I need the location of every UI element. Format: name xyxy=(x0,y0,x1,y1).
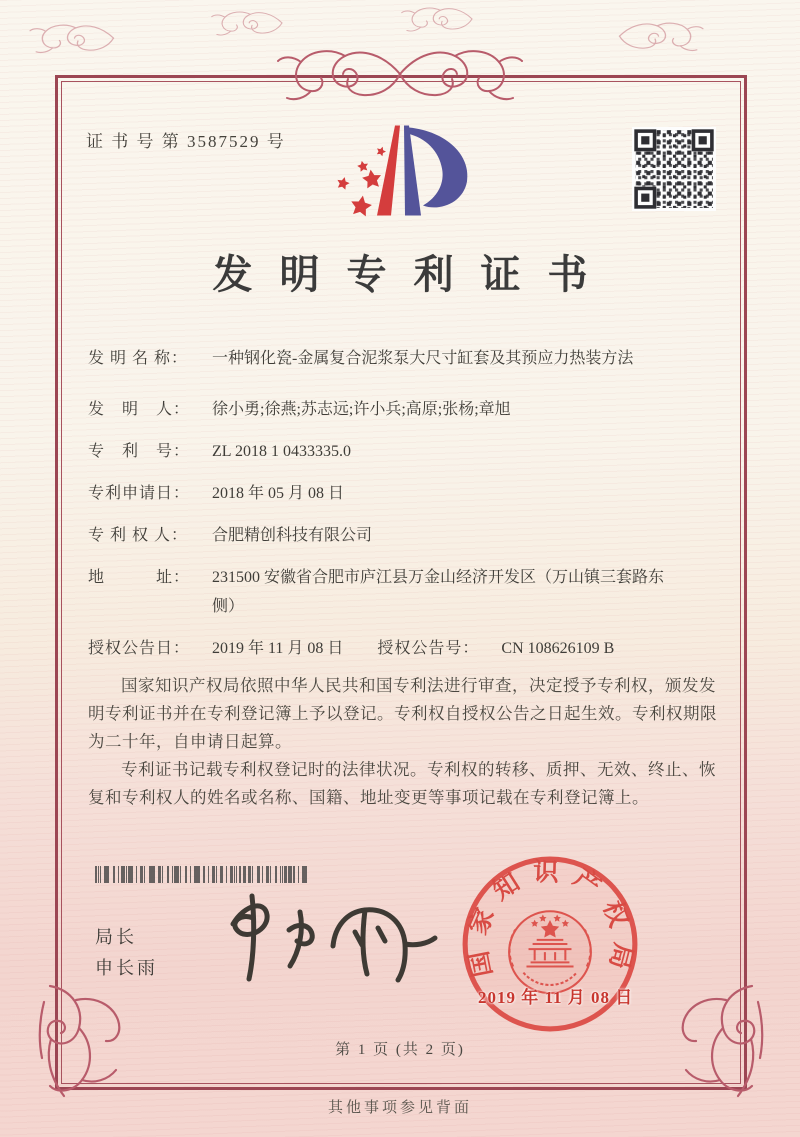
certificate-fields xyxy=(88,344,716,676)
back-side-note: 其他事项参见背面 xyxy=(327,1100,472,1116)
signoff-block xyxy=(95,922,158,984)
seal-date: 2019 年 11 月 08 日 xyxy=(478,988,634,1007)
top-edge-flourish-icon xyxy=(28,20,123,54)
field-patentee xyxy=(88,521,716,550)
field-grant-number xyxy=(377,634,614,663)
field-inventors xyxy=(88,395,716,424)
field-value: 231500 安徽省合肥市庐江县万金山经济开发区（万山镇三套路东侧） xyxy=(212,569,665,615)
certificate-number: 证 书 号 第 3587529 号 xyxy=(86,132,286,151)
field-invention-name xyxy=(88,344,716,373)
director-signature xyxy=(205,884,440,999)
field-grant-row xyxy=(88,634,716,663)
top-center-ornament-icon xyxy=(275,44,525,106)
field-grant-date xyxy=(88,634,343,663)
field-filing-date xyxy=(88,479,716,508)
legal-paragraph-2: 专利证书记载专利权登记时的法律状况。专利权的转移、质押、无效、终止、恢复和专利权人的姓名或名称、国籍、地址变更等事项记载在专利登记簿上。 xyxy=(88,760,716,807)
field-label: 授权公告日： xyxy=(88,640,191,657)
field-label: 专利申请日： xyxy=(88,485,191,502)
director-title: 局长 xyxy=(95,927,137,947)
field-label: 专 利 权 人： xyxy=(88,527,189,544)
field-patent-number xyxy=(88,437,716,466)
director-name: 申长雨 xyxy=(95,958,158,978)
page-number: 第 1 页 (共 2 页) xyxy=(335,1042,465,1058)
field-label: 地 址： xyxy=(88,569,191,586)
field-value: 一种钢化瓷-金属复合泥浆泵大尺寸缸套及其预应力热装方法 xyxy=(212,350,634,367)
field-label: 授权公告号： xyxy=(377,640,480,657)
qr-code xyxy=(632,127,716,211)
field-address xyxy=(88,563,716,621)
top-edge-flourish-icon xyxy=(210,8,290,36)
top-edge-flourish-icon xyxy=(610,18,705,52)
legal-text xyxy=(88,672,720,812)
top-edge-flourish-icon xyxy=(400,4,480,32)
certificate-title: 发明专利证书 xyxy=(212,252,615,297)
barcode xyxy=(95,866,307,883)
field-label: 发 明 名 称： xyxy=(88,350,189,367)
field-value: 合肥精创科技有限公司 xyxy=(212,527,373,544)
field-value: 2019 年 11 月 08 日 xyxy=(212,640,344,657)
field-value: CN 108626109 B xyxy=(501,640,615,657)
field-label: 发 明 人： xyxy=(88,401,191,418)
field-value: 徐小勇;徐燕;苏志远;许小兵;高原;张杨;章旭 xyxy=(212,401,511,418)
cnipa-patent-logo-icon xyxy=(325,110,480,228)
legal-paragraph-1: 国家知识产权局依照中华人民共和国专利法进行审查，决定授予专利权，颁发发明专利证书并在专利登记簿上予以登记。专利权自授权公告之日起生效。专利权期限为二十年，自申请日起算。 xyxy=(88,676,717,751)
field-label: 专 利 号： xyxy=(88,443,191,460)
seal-text: 国家知识产权局 xyxy=(461,857,639,984)
field-value: 2018 年 05 月 08 日 xyxy=(212,485,345,502)
field-value: ZL 2018 1 0433335.0 xyxy=(212,443,351,460)
